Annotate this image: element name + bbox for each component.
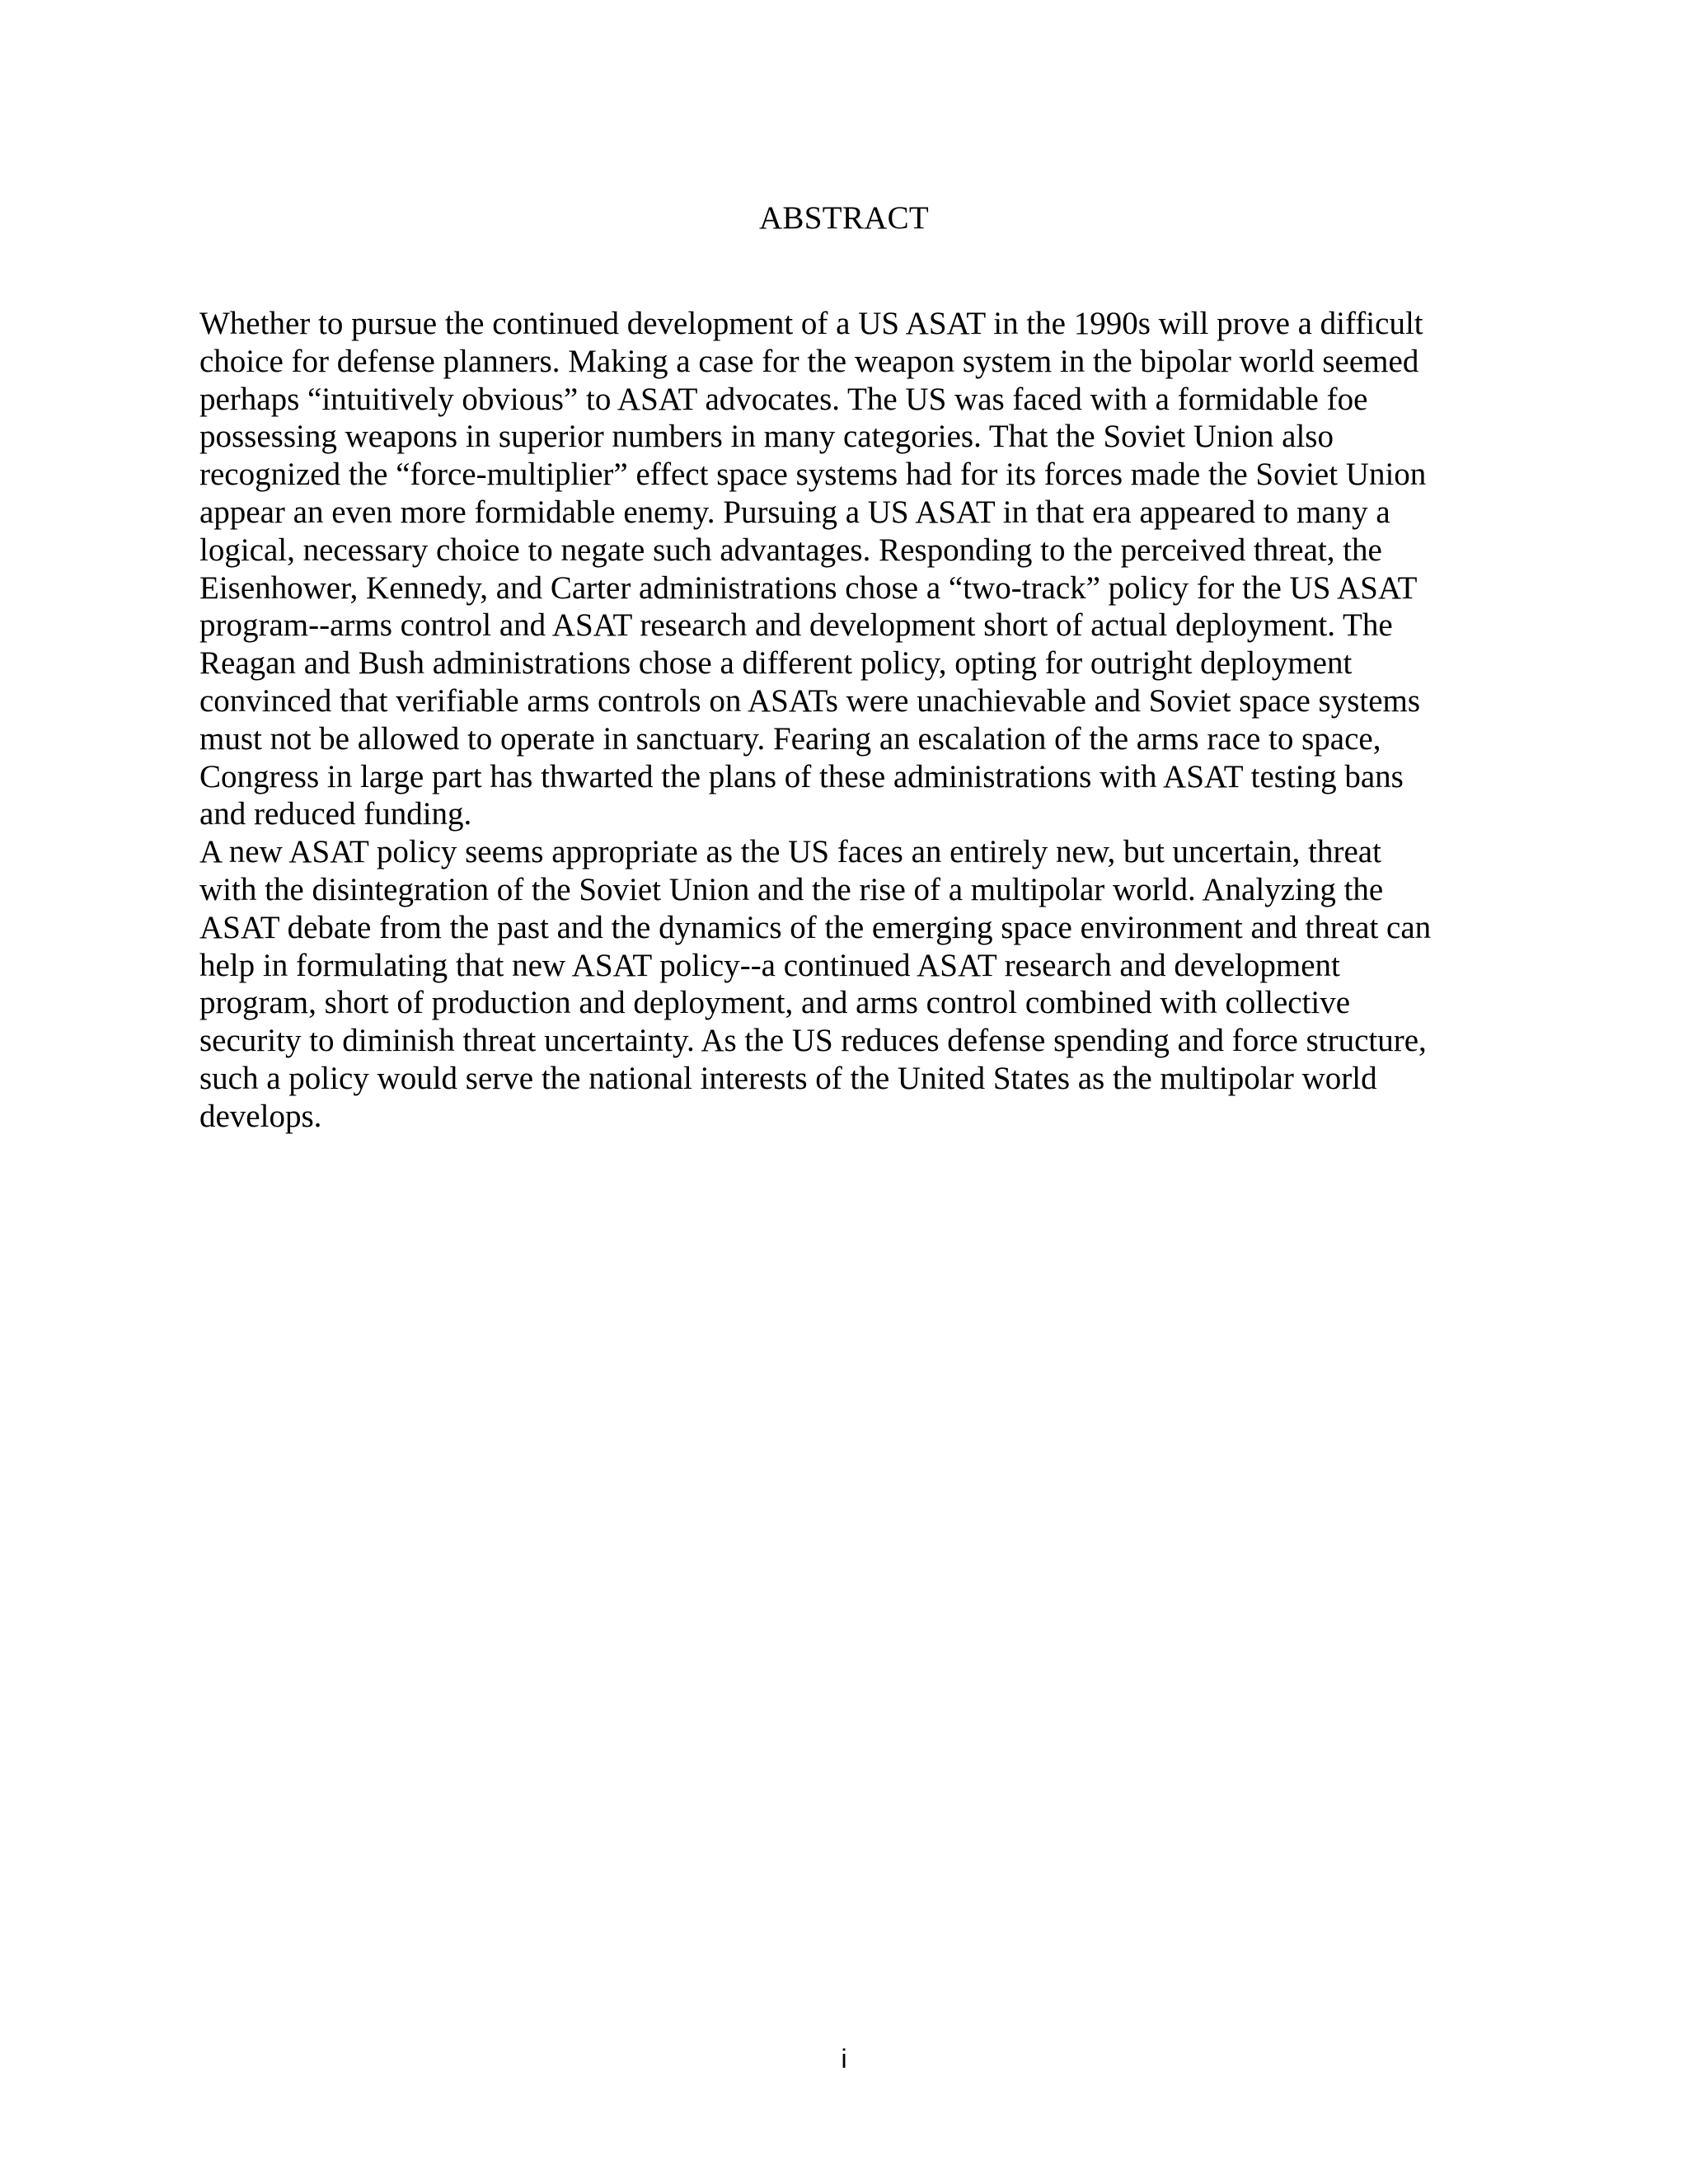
text-line: logical, necessary choice to negate such advantages. Responding to the perceived threat, the: [199, 532, 1382, 568]
text-line: choice for defense planners. Making a case for the weapon system in the bipolar world seemed: [199, 343, 1419, 379]
text-line: program, short of production and deployment, and arms control combined with collective: [199, 985, 1351, 1021]
text-line: perhaps “intuitively obvious” to ASAT advocates. The US was faced with a formidable foe: [199, 381, 1368, 417]
text-line: program--arms control and ASAT research and development short of actual deployment. The: [199, 607, 1393, 644]
text-line: such a policy would serve the national interests of the United States as the multipolar world: [199, 1060, 1377, 1096]
text-line: Eisenhower, Kennedy, and Carter administrations chose a “two-track” policy for the US ASAT: [199, 569, 1418, 606]
text-line: convinced that verifiable arms controls on ASATs were unachievable and Soviet space systems: [199, 682, 1421, 719]
text-line: must not be allowed to operate in sanctuary. Fearing an escalation of the arms race to space,: [199, 720, 1381, 757]
text-line: recognized the “force-multiplier” effect space systems had for its forces made the Soviet Union: [199, 457, 1427, 493]
text-line: and reduced funding.: [199, 796, 472, 832]
text-line: help in formulating that new ASAT policy--a continued ASAT research and development: [199, 947, 1340, 983]
page-number: i: [841, 2044, 847, 2074]
text-line: develops.: [199, 1098, 322, 1134]
text-line: Reagan and Bush administrations chose a different policy, opting for outright deployment: [199, 645, 1353, 682]
text-line: Congress in large part has thwarted the plans of these administrations with ASAT testing bans: [199, 758, 1404, 794]
text-line: ASAT debate from the past and the dynamics of the emerging space environment and threat can: [199, 909, 1432, 945]
abstract-title: ABSTRACT: [758, 200, 930, 236]
text-line: possessing weapons in superior numbers in many categories. That the Soviet Union also: [199, 419, 1334, 455]
text-line: appear an even more formidable enemy. Pursuing a US ASAT in that era appeared to many a: [199, 494, 1390, 530]
text-line: A new ASAT policy seems appropriate as the US faces an entirely new, but uncertain, threat: [199, 834, 1381, 870]
text-line: security to diminish threat uncertainty. As the US reduces defense spending and force structure,: [199, 1023, 1427, 1059]
abstract-body: [199, 305, 1518, 1136]
text-line: Whether to pursue the continued development of a US ASAT in the 1990s will prove a difficult: [199, 306, 1423, 341]
text-line: with the disintegration of the Soviet Union and the rise of a multipolar world. Analyzing the: [199, 871, 1384, 907]
